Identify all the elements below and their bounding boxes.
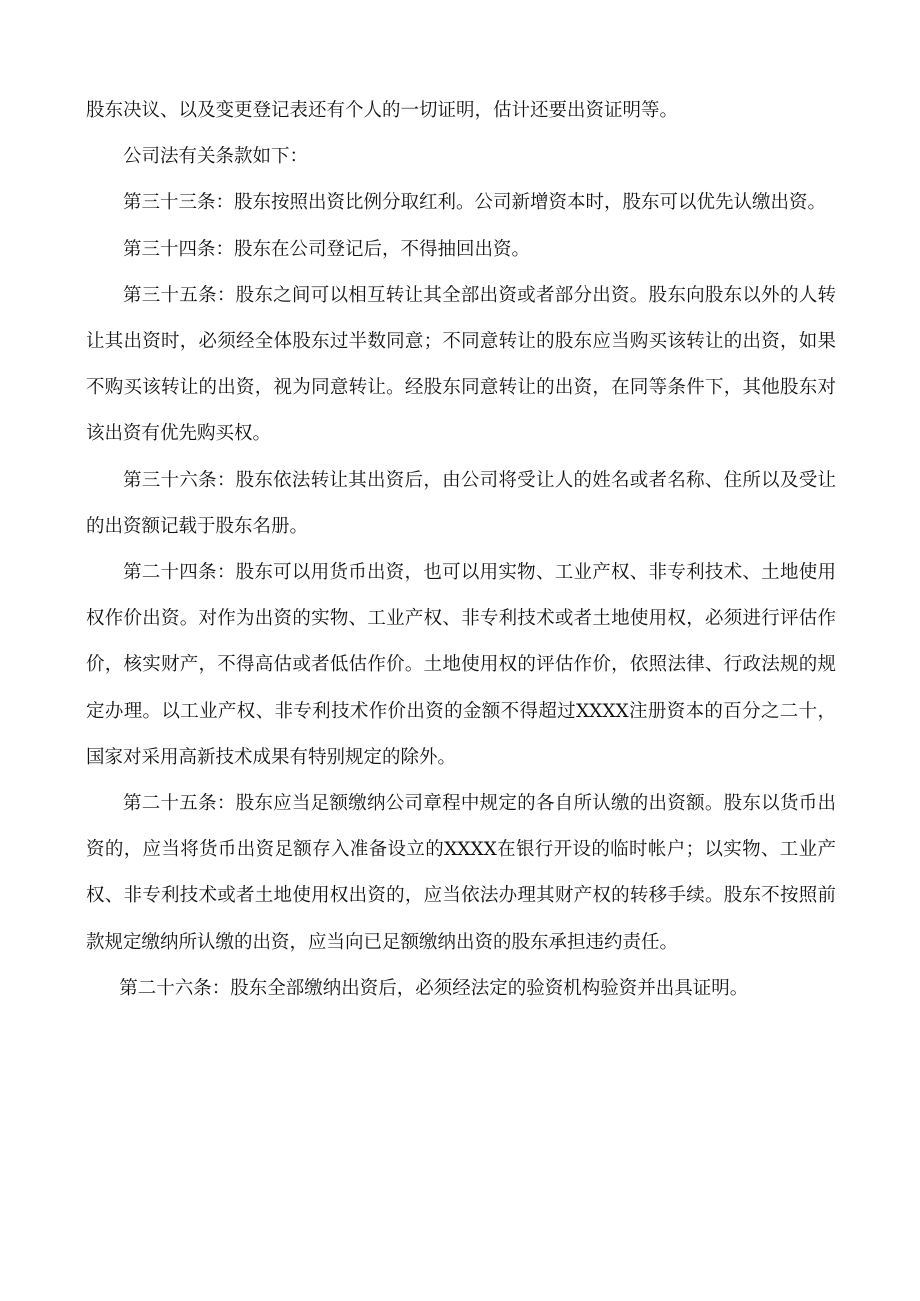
paragraph-intro: 公司法有关条款如下： [123, 146, 309, 168]
document-page [86, 88, 836, 1012]
paragraph-article-25: 第二十五条：股东应当足额缴纳公司章程中规定的各自所认缴的出资额。股东以货币出资的，应当将货币出资足额存入准备设立的XXXX在银行开设的临时帐户；以实物、工业产权、非专利技术或者土地使用权出资的，应当依法办理其财产权的转移手续。股东不按照前款规定缴纳所认缴的出资，应当向已足额缴纳出资的股东承担违约责任。 [86, 793, 836, 953]
paragraph-article-35: 第三十五条：股东之间可以相互转让其全部出资或者部分出资。股东向股东以外的人转让其出资时，必须经全体股东过半数同意；不同意转让的股东应当购买该转让的出资，如果不购买该转让的出资，视为同意转让。经股东同意转让的出资，在同等条件下，其他股东对该出资有优先购买权。 [86, 284, 836, 445]
paragraph-article-34: 第三十四条：股东在公司登记后，不得抽回出资。 [123, 238, 531, 260]
paragraph-article-36: 第三十六条：股东依法转让其出资后，由公司将受让人的姓名或者名称、住所以及受让的出资额记载于股东名册。 [86, 469, 836, 537]
paragraph-continued: 股东决议、以及变更登记表还有个人的一切证明，估计还要出资证明等。 [86, 100, 679, 121]
paragraph-article-33: 第三十三条：股东按照出资比例分取红利。公司新增资本时，股东可以优先认缴出资。 [123, 192, 827, 214]
paragraph-article-24: 第二十四条：股东可以用货币出资，也可以用实物、工业产权、非专利技术、土地使用权作价出资。对作为出资的实物、工业产权、非专利技术或者土地使用权，必须进行评估作价，核实财产，不得高估或者低估作价。土地使用权的评估作价，依照法律、行政法规的规定办理。以工业产权、非专利技术作价出资的金额不得超过XXXX注册资本的百分之二十，国家对采用高新技术成果有特别规定的除外。 [86, 562, 836, 768]
paragraph-article-26: 第二十六条：股东全部缴纳出资后，必须经法定的验资机构验资并出具证明。 [119, 977, 749, 999]
